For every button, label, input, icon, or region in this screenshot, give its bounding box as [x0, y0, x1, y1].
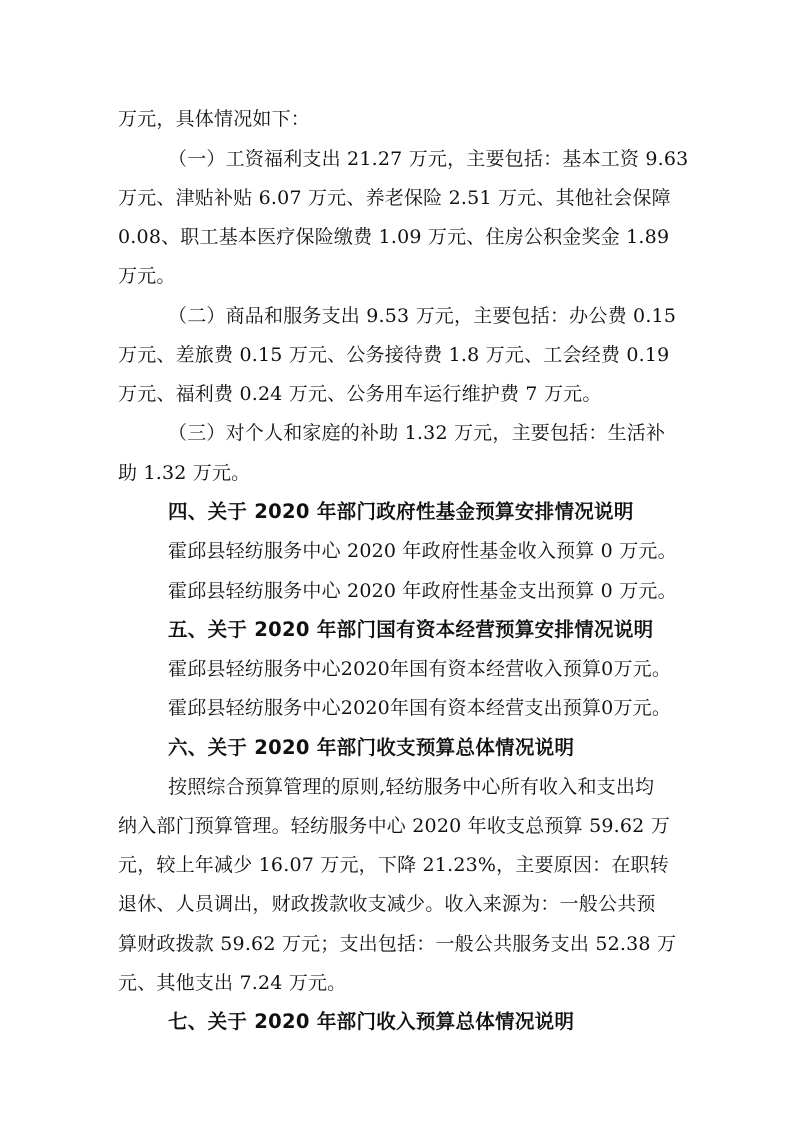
- paragraph-line: 纳入部门预算管理。轻纺服务中心 2020 年收支总预算 59.62 万: [118, 815, 670, 837]
- paragraph-line: 万元、津贴补贴 6.07 万元、养老保险 2.51 万元、其他社会保障: [118, 187, 671, 209]
- paragraph-line: 霍邱县轻纺服务中心2020年国有资本经营收入预算0万元。: [168, 658, 672, 680]
- paragraph-line: 助 1.32 万元。: [118, 462, 251, 484]
- paragraph-line: （二）商品和服务支出 9.53 万元，主要包括：办公费 0.15: [168, 305, 677, 327]
- section-heading: 七、关于 2020 年部门收入预算总体情况说明: [168, 1010, 575, 1033]
- paragraph-line: 万元、福利费 0.24 万元、公务用车运行维护费 7 万元。: [118, 383, 602, 405]
- section-heading: 四、关于 2020 年部门政府性基金预算安排情况说明: [168, 500, 634, 523]
- paragraph-line: 算财政拨款 59.62 万元；支出包括：一般公共服务支出 52.38 万: [118, 933, 677, 955]
- paragraph-line: 万元。: [118, 265, 176, 287]
- paragraph-line: 万元、差旅费 0.15 万元、公务接待费 1.8 万元、工会经费 0.19: [118, 344, 670, 366]
- paragraph-line: 元，较上年减少 16.07 万元，下降 21.23%，主要原因：在职转: [118, 854, 669, 876]
- section-heading: 五、关于 2020 年部门国有资本经营预算安排情况说明: [168, 618, 654, 641]
- paragraph-line: 元、其他支出 7.24 万元。: [118, 972, 347, 994]
- paragraph-line: 退休、人员调出，财政拨款收支减少。收入来源为：一般公共预: [118, 893, 656, 915]
- paragraph-line: 0.08、职工基本医疗保险缴费 1.09 万元、住房公积金奖金 1.89: [118, 226, 670, 248]
- paragraph-line: 按照综合预算管理的原则,轻纺服务中心所有收入和支出均: [168, 776, 655, 798]
- paragraph-line: 万元，具体情况如下：: [118, 108, 311, 130]
- section-heading: 六、关于 2020 年部门收支预算总体情况说明: [168, 736, 575, 759]
- paragraph-line: 霍邱县轻纺服务中心 2020 年政府性基金收入预算 0 万元。: [168, 540, 677, 562]
- paragraph-line: 霍邱县轻纺服务中心 2020 年政府性基金支出预算 0 万元。: [168, 580, 677, 602]
- paragraph-line: （一）工资福利支出 21.27 万元，主要包括：基本工资 9.63: [168, 148, 689, 170]
- paragraph-line: （三）对个人和家庭的补助 1.32 万元，主要包括：生活补: [168, 422, 666, 444]
- paragraph-line: 霍邱县轻纺服务中心2020年国有资本经营支出预算0万元。: [168, 697, 672, 719]
